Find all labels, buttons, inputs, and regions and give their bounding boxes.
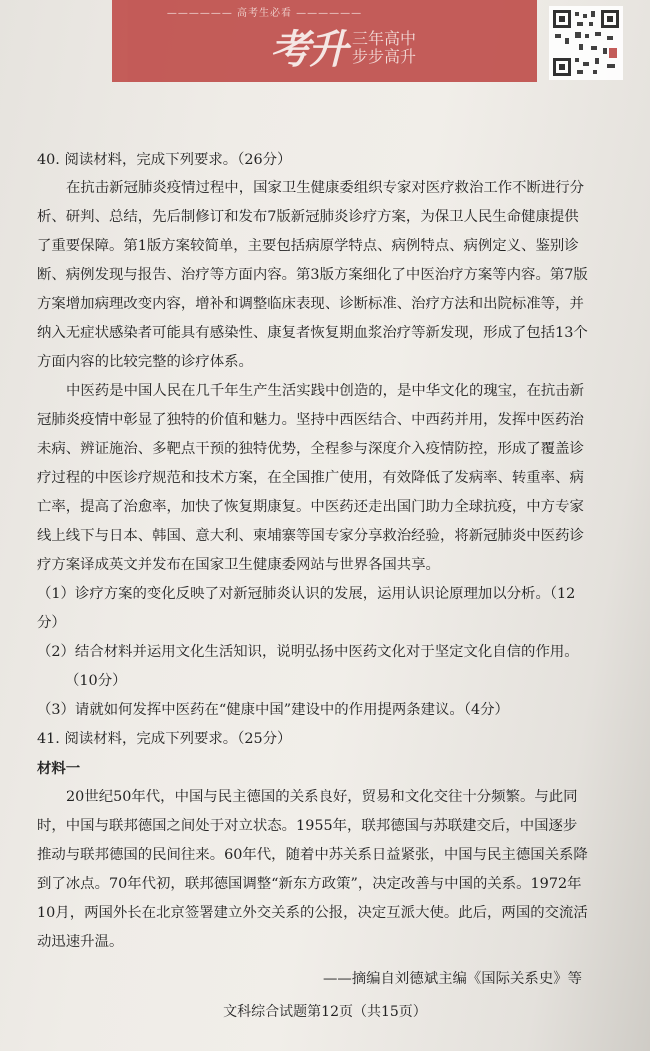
watermark-banner bbox=[112, 0, 537, 82]
q40-subquestion-1: （1）诊疗方案的变化反映了对新冠肺炎认识的发展，运用认识论原理加以分析。（12分） bbox=[37, 586, 576, 631]
q40-material-paragraph-1: 在抗击新冠肺炎疫情过程中，国家卫生健康委组织专家对医疗救治工作不断进行分析、研判、总结，先后制修订和发布7版新冠肺炎诊疗方案，为保卫人民生命健康提供了重要保障。第1版方案较简单，主要包括病原学特点、病例特点、病例定义、鉴别诊断、病例发现与报告、治疗等方面内容。第3版方案细化了中医治疗方案等内容。第7版方案增加病理改变内容，增补和调整临床表现、诊断标准、治疗方法和出院标准等，并纳入无症状感染者可能具有感染性、康复者恢复期血浆治疗等新发现，形成了包括13个方面内容的比较完整的诊疗体系。 bbox=[37, 180, 588, 370]
question-40-body bbox=[37, 174, 590, 994]
q40-subquestion-2: （2）结合材料并运用文化生活知识，说明弘扬中医药文化对于坚定文化自信的作用。 bbox=[37, 644, 579, 660]
page-footer: 文科综合试题第12页（共15页） bbox=[223, 1004, 427, 1020]
banner-tagline-line2: 步步高升 bbox=[352, 47, 417, 66]
content-top bbox=[37, 146, 592, 175]
banner-logo: 考升 bbox=[270, 27, 346, 73]
q41-material-source: ——摘编自刘德斌主编《国际关系史》等 bbox=[322, 971, 582, 987]
banner-tagline bbox=[352, 30, 416, 66]
qr-code-icon bbox=[549, 6, 623, 80]
banner-slogan: —————— 高考生必看 —————— bbox=[166, 8, 363, 19]
q41-material-label: 材料一 bbox=[37, 760, 81, 777]
q40-material-paragraph-2: 中医药是中国人民在几千年生产生活实践中创造的，是中华文化的瑰宝，在抗击新冠肺炎疫情中彰显了独特的价值和魅力。坚持中西医结合、中西药并用，发挥中医药治未病、辨证施治、多靶点干预的独特优势，全程参与深度介入疫情防控，形成了覆盖诊疗过程的中医诊疗规范和技术方案，在全国推广使用，有效降低了发病率、转重率、病亡率，提高了治愈率，加快了恢复期康复。中医药还走出国门助力全球抗疫，中方专家线上线下与日本、韩国、意大利、柬埔寨等国专家分享救治经验，将新冠肺炎中医药诊疗方案译成英文并发布在国家卫生健康委网站与世界各国共享。 bbox=[37, 383, 585, 573]
question-40-title: 40. 阅读材料，完成下列要求。（26分） bbox=[37, 152, 292, 168]
q40-subquestion-2-score: （10分） bbox=[65, 673, 127, 689]
banner-tagline-line1: 三年高中 bbox=[352, 29, 417, 48]
question-41-title: 41. 阅读材料，完成下列要求。（25分） bbox=[37, 731, 292, 747]
q41-material-paragraph-1: 20世纪50年代，中国与民主德国的关系良好，贸易和文化交往十分频繁。与此同时，中国与联邦德国之间处于对立状态。1955年，联邦德国与苏联建交后，中国逐步推动与联邦德国的民间往来。60年代，随着中苏关系日益紧张，中国与民主德国关系降到了冰点。70年代初，联邦德国调整“新东方政策”，决定改善与中国的关系。1972年10月，两国外长在北京签署建立外交关系的公报，决定互派大使。此后，两国的交流活动迅速升温。 bbox=[37, 789, 588, 950]
q40-subquestion-3: （3）请就如何发挥中医药在“健康中国”建设中的作用提两条建议。（4分） bbox=[37, 702, 509, 718]
